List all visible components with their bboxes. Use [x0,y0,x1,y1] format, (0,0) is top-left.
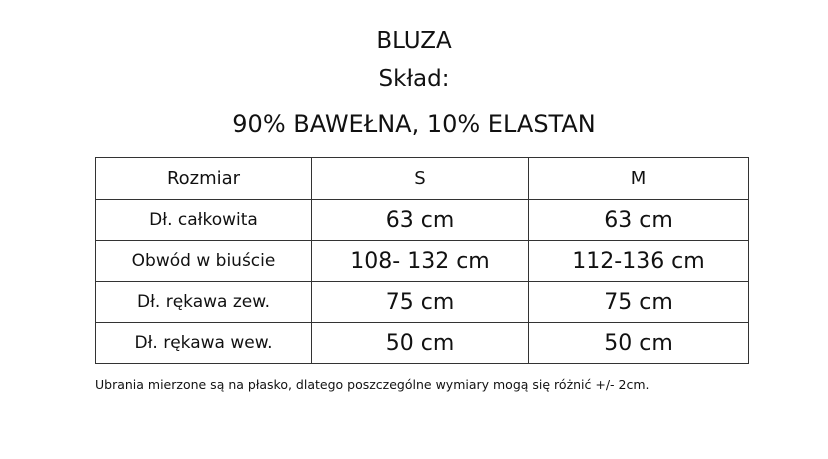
size-s-value: 75 cm [312,282,529,323]
size-m-value: 50 cm [529,323,749,364]
size-s-value: 50 cm [312,323,529,364]
measurement-note: Ubrania mierzone są na płasko, dlatego poszczególne wymiary mogą się różnić +/- 2cm. [95,377,650,392]
row-label: Dł. rękawa wew. [96,323,312,364]
table-row [96,200,749,241]
size-m-value: 112-136 cm [529,241,749,282]
size-s-value: 108- 132 cm [312,241,529,282]
composition-label: Skład: [378,66,450,92]
column-header-size: Rozmiar [96,158,312,200]
column-header-m: M [529,158,749,200]
table-header-row [96,158,749,200]
column-header-s: S [312,158,529,200]
size-s-value: 63 cm [312,200,529,241]
size-m-value: 75 cm [529,282,749,323]
composition-value: 90% BAWEŁNA, 10% ELASTAN [232,110,596,138]
table-row [96,241,749,282]
row-label: Dł. rękawa zew. [96,282,312,323]
size-table [95,157,749,364]
row-label: Obwód w biuście [96,241,312,282]
product-title: BLUZA [376,28,452,54]
table-row [96,323,749,364]
row-label: Dł. całkowita [96,200,312,241]
table-row [96,282,749,323]
size-m-value: 63 cm [529,200,749,241]
